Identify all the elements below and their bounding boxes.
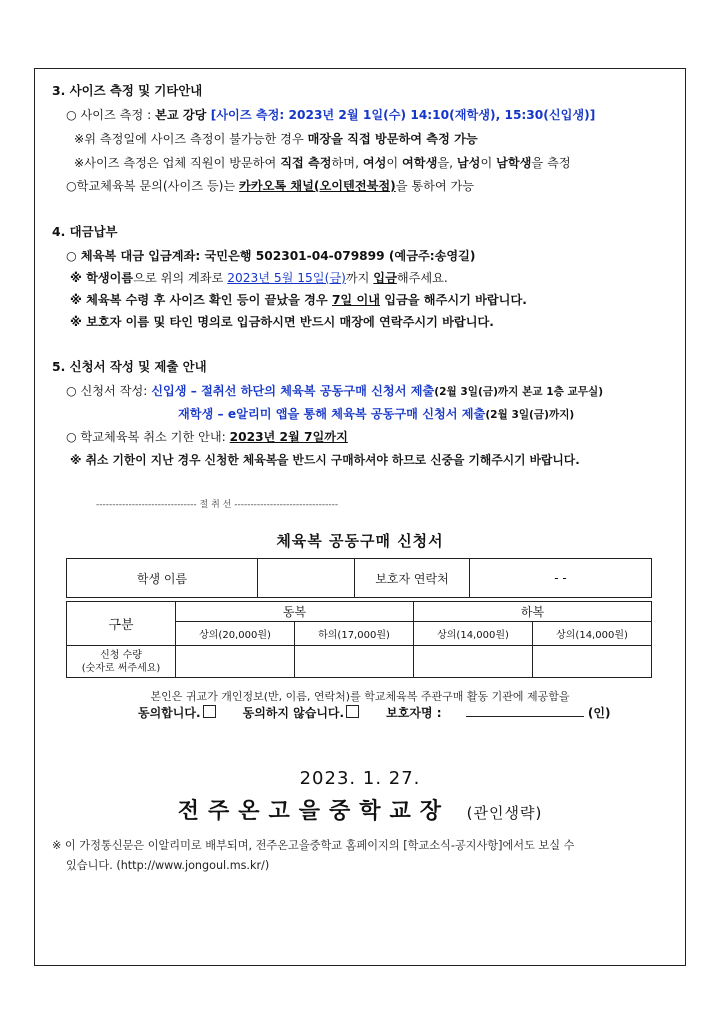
sec3-l1-prefix: ○ 사이즈 측정 : [66, 108, 156, 122]
disagree-checkbox[interactable] [346, 705, 359, 718]
student-name-field[interactable] [258, 559, 355, 598]
sec5-line-4: ※ 취소 기한이 지난 경우 신청한 체육복을 반드시 구매하셔야 하므로 신중을 기해주시기 바랍니다. [70, 453, 580, 467]
section-5-title: 5. 신청서 작성 및 제출 안내 [52, 359, 207, 374]
school-name: 전주온고을중학교장 [177, 799, 450, 824]
sec4-l3-b: 7일 이내 [331, 293, 380, 307]
sec3-l3-d: 여성 [362, 156, 387, 170]
sec3-l2-b: 매장을 직접 방문하여 측정 가능 [307, 132, 478, 146]
sec4-l2-g: 해주세요. [396, 271, 448, 285]
sec5-line-1 [66, 383, 603, 400]
sec3-l3-i: 이 [480, 156, 497, 170]
student-info-table [66, 558, 652, 598]
sec3-l3-k: 을 측정 [531, 156, 571, 170]
sec4-line-4: ※ 보호자 이름 및 타인 명의로 입금하시면 반드시 매장에 연락주시기 바랍니다. [70, 315, 494, 329]
sec4-l3-c: 입금을 해주시기 바랍니다. [380, 293, 527, 307]
winter-header: 하복 [414, 602, 652, 622]
sec3-l3-j: 남학생 [496, 156, 532, 170]
sec5-l2-small: (2월 3일(금)까지) [485, 409, 575, 421]
sec3-line-4 [66, 178, 474, 194]
sec3-l3-h: 남성 [456, 156, 481, 170]
summer-header: 동복 [176, 602, 414, 622]
sec4-l2-f: 입금 [373, 271, 397, 285]
sec5-l3-a: ○ 학교체육복 취소 기한 안내: [66, 430, 230, 444]
sec3-l1-place: 본교 강당 [155, 108, 211, 122]
consent-row [138, 704, 610, 721]
form-title: 체육복 공동구매 신청서 [276, 532, 444, 550]
qty-label [67, 646, 176, 678]
guardian-sign-label: 보호자명 : [386, 706, 442, 720]
sec3-l3-a: ※사이즈 측정은 업체 직원이 방문하여 [74, 156, 281, 170]
sec3-l2-a: ※위 측정일에 사이즈 측정이 불가능한 경우 [74, 132, 308, 146]
sec3-l4-b: 카카오톡 채널(오이텐전북점) [239, 179, 396, 193]
col-top-1: 상의(20,000원) [176, 622, 295, 646]
sec4-line-1: ○ 체육복 대금 입금계좌: 국민은행 502301-04-079899 (예금주:송영길) [66, 249, 476, 263]
col-top-3: 상의(14,000원) [533, 622, 652, 646]
sec5-l2-main: 재학생 – e알리미 앱을 통해 체육복 공동구매 신청서 제출 [178, 407, 486, 421]
sec3-l3-e: 이 [386, 156, 403, 170]
sec3-l3-c: 하며, [331, 156, 363, 170]
sec4-line-2 [70, 270, 448, 286]
guardian-contact-field[interactable]: - - [470, 559, 652, 598]
qty-input-1[interactable] [176, 646, 295, 678]
cut-line: ------------------------------- 절 취 선 -------------------------------- [96, 500, 339, 510]
qty-input-4[interactable] [533, 646, 652, 678]
col-bottom-1: 하의(17,000원) [295, 622, 414, 646]
sec4-line-3 [70, 292, 527, 308]
qty-input-3[interactable] [414, 646, 533, 678]
sec4-l2-b: 학생이름 [86, 271, 134, 285]
guardian-seal: (인) [587, 706, 611, 720]
sec3-l4-c: 을 통하여 가능 [395, 179, 475, 193]
guardian-sign-field[interactable] [466, 716, 584, 717]
sec4-l2-e: 까지 [345, 271, 374, 285]
student-name-label: 학생 이름 [67, 559, 258, 598]
sec5-l1-prefix: ○ 신청서 작성: [66, 384, 152, 398]
qty-label-1: 신청 수량 [100, 649, 142, 661]
sec3-line-2 [74, 131, 478, 147]
issue-date: 2023. 1. 27. [299, 768, 421, 789]
document-frame [34, 68, 686, 966]
sec5-l3-b: 2023년 2월 7일까지 [229, 430, 348, 444]
guardian-contact-label: 보호자 연락처 [355, 559, 470, 598]
sec4-l3-a: ※ 체육복 수령 후 사이즈 확인 등이 끝났을 경우 [70, 293, 332, 307]
sec5-l1-small: (2월 3일(금)까지 본교 1층 교무실) [434, 386, 604, 398]
sec3-line-1 [66, 107, 595, 123]
category-label: 구분 [67, 602, 176, 646]
section-4-title: 4. 대금납부 [52, 224, 118, 239]
sec5-l1-main: 신입생 – 절취선 하단의 체육복 공동구매 신청서 제출 [151, 384, 435, 398]
footer-line-2: 있습니다. (http://www.jongoul.ms.kr/) [66, 859, 270, 872]
col-top-2: 상의(14,000원) [414, 622, 533, 646]
qty-label-2: (숫자로 써주세요) [81, 662, 161, 674]
sec5-line-2 [178, 406, 574, 423]
qty-input-2[interactable] [295, 646, 414, 678]
sec4-l2-c: 으로 위의 계좌로 [133, 271, 228, 285]
agree-checkbox[interactable] [203, 705, 216, 718]
agree-label: 동의합니다. [138, 706, 201, 720]
order-table [66, 601, 652, 678]
sec3-line-3 [74, 155, 571, 171]
school-name-row [0, 794, 720, 825]
footer-line-1: ※ 이 가정통신문은 이알리미로 배부되며, 전주온고을중학교 홈페이지의 [학교소식-공지사항]에서도 보실 수 [52, 839, 575, 852]
sec3-l3-b: 직접 측정 [280, 156, 332, 170]
sec3-l3-f: 여학생 [402, 156, 438, 170]
disagree-label: 동의하지 않습니다. [242, 706, 345, 720]
sec3-l1-schedule: [사이즈 측정: 2023년 2월 1일(수) 14:10(재학생), 15:30(신입생)] [210, 108, 596, 122]
sec5-line-3 [66, 429, 348, 445]
sec3-l3-g: 을, [437, 156, 457, 170]
sec3-l4-a: ○학교체육복 문의(사이즈 등)는 [66, 179, 240, 193]
consent-text: 본인은 귀교가 개인정보(반, 이름, 연락처)를 학교체육복 주관구매 활동 기관에 제공함을 [150, 690, 570, 703]
section-3-title: 3. 사이즈 측정 및 기타안내 [52, 83, 203, 98]
sec4-l2-a: ※ [70, 271, 87, 285]
school-seal-note: (관인생략) [466, 804, 543, 822]
sec4-l2-d: 2023년 5월 15일(금) [227, 271, 346, 285]
